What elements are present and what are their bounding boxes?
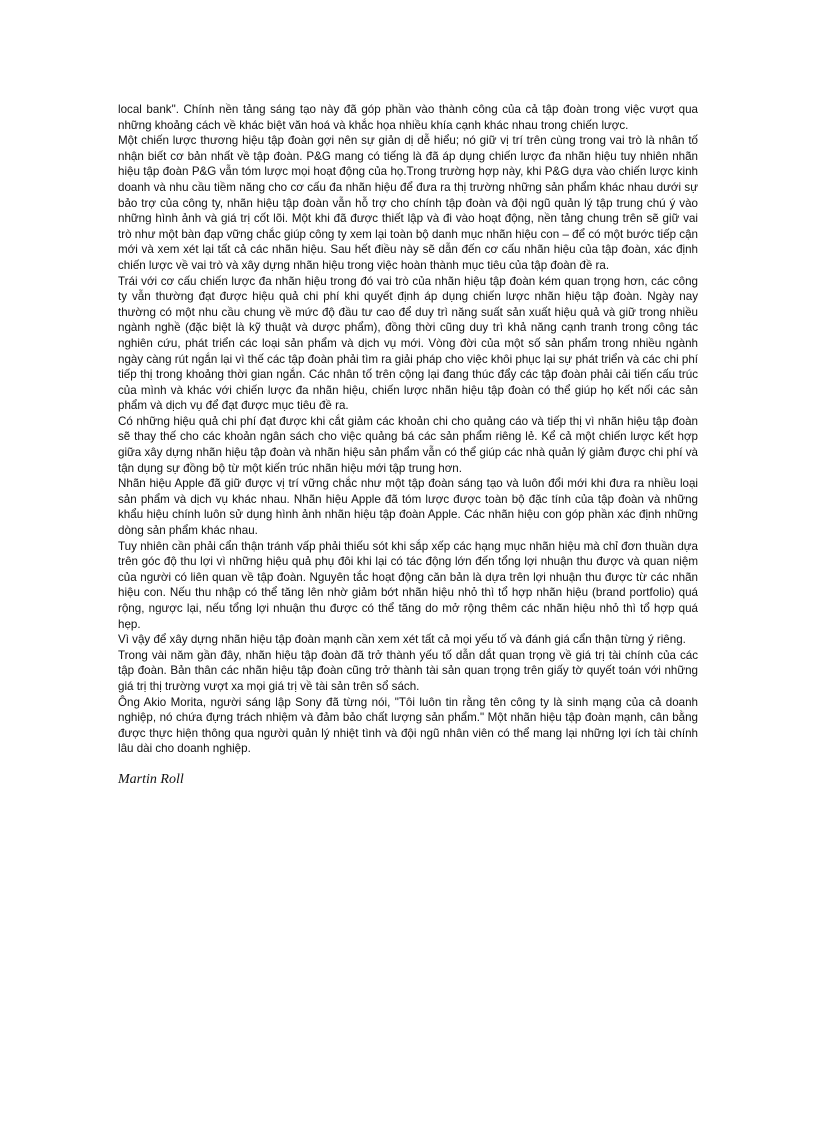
paragraph: Vì vậy để xây dựng nhãn hiệu tập đoàn mạnh cần xem xét tất cả mọi yếu tố và đánh giá cẩn thận từng ý riêng. bbox=[118, 633, 686, 647]
paragraph: Trái với cơ cấu chiến lược đa nhãn hiệu trong đó vai trò của nhãn hiệu tập đoàn kém quan trọng hơn, các công ty vẫn thường đạt được hiệu quả chi phí khi quyết định áp dụng chiến lược nhãn hiệu tập đoàn. Ngày nay thường có một nhu cầu chung về mức độ đầu tư cao để duy trì năng suất sản xuất hiệu quả và giữ trong nhiều ngành nghề (đặc biệt là kỹ thuật và dược phẩm), đồng thời cũng duy trì khả năng cạnh tranh trong công tác nghiên cứu, phát triển các loại sản phẩm và dịch vụ mới. Vòng đời của một số sản phẩm trong nhiều ngành ngày càng rút ngắn lại vì thế các tập đoàn phải tìm ra giải pháp cho việc khôi phục lại sự phát triển và các chi phí tiếp thị trong khoảng thời gian ngắn. Các nhân tố trên cộng lại đang thúc đẩy các tập đoàn phải cải tiến cấu trúc của mình và khác với chiến lược đa nhãn hiệu, chiến lược nhãn hiệu tập đoàn có thể giúp họ kết nối các sản phẩm và dịch vụ để đạt được mục tiêu đề ra. bbox=[118, 274, 698, 413]
paragraph: Một chiến lược thương hiệu tập đoàn gợi nên sự giản dị dễ hiểu; nó giữ vị trí trên cùng trong vai trò là nhân tố nhận biết cơ bản nhất về tập đoàn. P&G mang có tiếng là đã áp dụng chiến lược đa nhãn hiệu tuy nhiên nhãn hiệu tập đoàn P&G vẫn tóm lược mọi hoạt động của họ.Trong trường hợp này, khi P&G dựa vào chiến lược kinh doanh và nhu cầu tiềm năng cho cơ cấu đa nhãn hiệu để đưa ra thị trường những sản phẩm khác nhau dưới sự bảo trợ của công ty, nhãn hiệu tập đoàn vẫn hỗ trợ cho chính tập đoàn và đội ngũ quản lý tập trung chú ý vào những hình ảnh và giá trị cốt lõi. Một khi đã được thiết lập và đi vào hoạt động, nền tảng chung trên sẽ giữ vai trò như một bàn đạp vững chắc giúp công ty xem lại toàn bộ danh mục nhãn hiệu con – để có một bước tiếp cận mới và xem xét lại tất cả các nhãn hiệu. Sau hết điều này sẽ dẫn đến cơ cấu nhãn hiệu của tập đoàn, xác định chiến lược về vai trò và xây dựng nhãn hiệu trong việc hoàn thành mục tiêu của tập đoàn đề ra. bbox=[118, 134, 698, 272]
paragraph: Nhãn hiệu Apple đã giữ được vị trí vững chắc như một tập đoàn sáng tạo và luôn đổi mới khi đưa ra nhiều loại sản phẩm và dịch vụ khác nhau. Nhãn hiệu Apple đã tóm lược được toàn bộ đặc tính của tập đoàn và những khẩu hiệu chính luôn sử dụng hình ảnh nhãn hiệu tập đoàn Apple. Các nhãn hiệu con góp phần xác định những dòng sản phẩm khác nhau. bbox=[118, 477, 698, 538]
paragraph: Tuy nhiên cần phải cẩn thận tránh vấp phải thiếu sót khi sắp xếp các hạng mục nhãn hiệu mà chỉ đơn thuần dựa trên góc độ thu lợi vì những hiệu quả phụ đôi khi lại có tác động lớn đến tổng lợi nhuận thu được và quan niệm của người có liên quan về tập đoàn. Nguyên tắc hoạt động căn bản là dựa trên lợi nhuận thu được từ các nhãn hiệu con. Nếu thu nhập có thể tăng lên nhờ giảm bớt nhãn hiệu nhỏ thì tổ hợp nhãn hiệu (brand portfolio) quá rộng, ngược lại, nếu tổng lợi nhuận thu được có thể tăng do mở rộng thêm các nhãn hiệu nhỏ thì tổ hợp quá hẹp. bbox=[118, 539, 698, 631]
author-signature: Martin Roll bbox=[118, 771, 184, 787]
document-body bbox=[118, 102, 698, 789]
paragraph: Có những hiệu quả chi phí đạt được khi cắt giảm các khoản chi cho quảng cáo và tiếp thị vì nhãn hiệu tập đoàn sẽ thay thế cho các khoản ngân sách cho việc quảng bá các sản phẩm riêng lẻ. Kể cả một chiến lược kết hợp giữa xây dựng nhãn hiệu tập đoàn và nhãn hiệu sản phẩm vẫn có thể giúp các nhà quản lý giảm được chi phí và tận dụng sự đồng bộ từ một kiến trúc nhãn hiệu mới tập trung hơn. bbox=[118, 414, 698, 475]
paragraph: local bank". Chính nền tảng sáng tạo này đã góp phần vào thành công của cả tập đoàn trong việc vượt qua những khoảng cách về khác biệt văn hoá và khắc họa nhiều khía cạnh khác nhau trong chiến lược. bbox=[118, 103, 698, 132]
paragraph: Trong vài năm gần đây, nhãn hiệu tập đoàn đã trở thành yếu tố dẫn dắt quan trọng về giá trị tài chính của các tập đoàn. Bản thân các nhãn hiệu tập đoàn cũng trở thành tài sản quan trọng trên giấy tờ quyết toán với những giá trị thị trường vượt xa mọi giá trị về tài sản trên sổ sách. bbox=[118, 648, 698, 693]
paragraph: Ông Akio Morita, người sáng lập Sony đã từng nói, "Tôi luôn tin rằng tên công ty là sinh mạng của cả doanh nghiệp, nó chứa đựng trách nhiệm và đảm bảo chất lượng sản phẩm." Một nhãn hiệu tập đoàn mạnh, cân bằng được thực hiện thông qua người quản lý nhiệt tình và đội ngũ nhân viên có thể mang lại những lợi ích tài chính lâu dài cho doanh nghiệp. bbox=[118, 695, 698, 756]
